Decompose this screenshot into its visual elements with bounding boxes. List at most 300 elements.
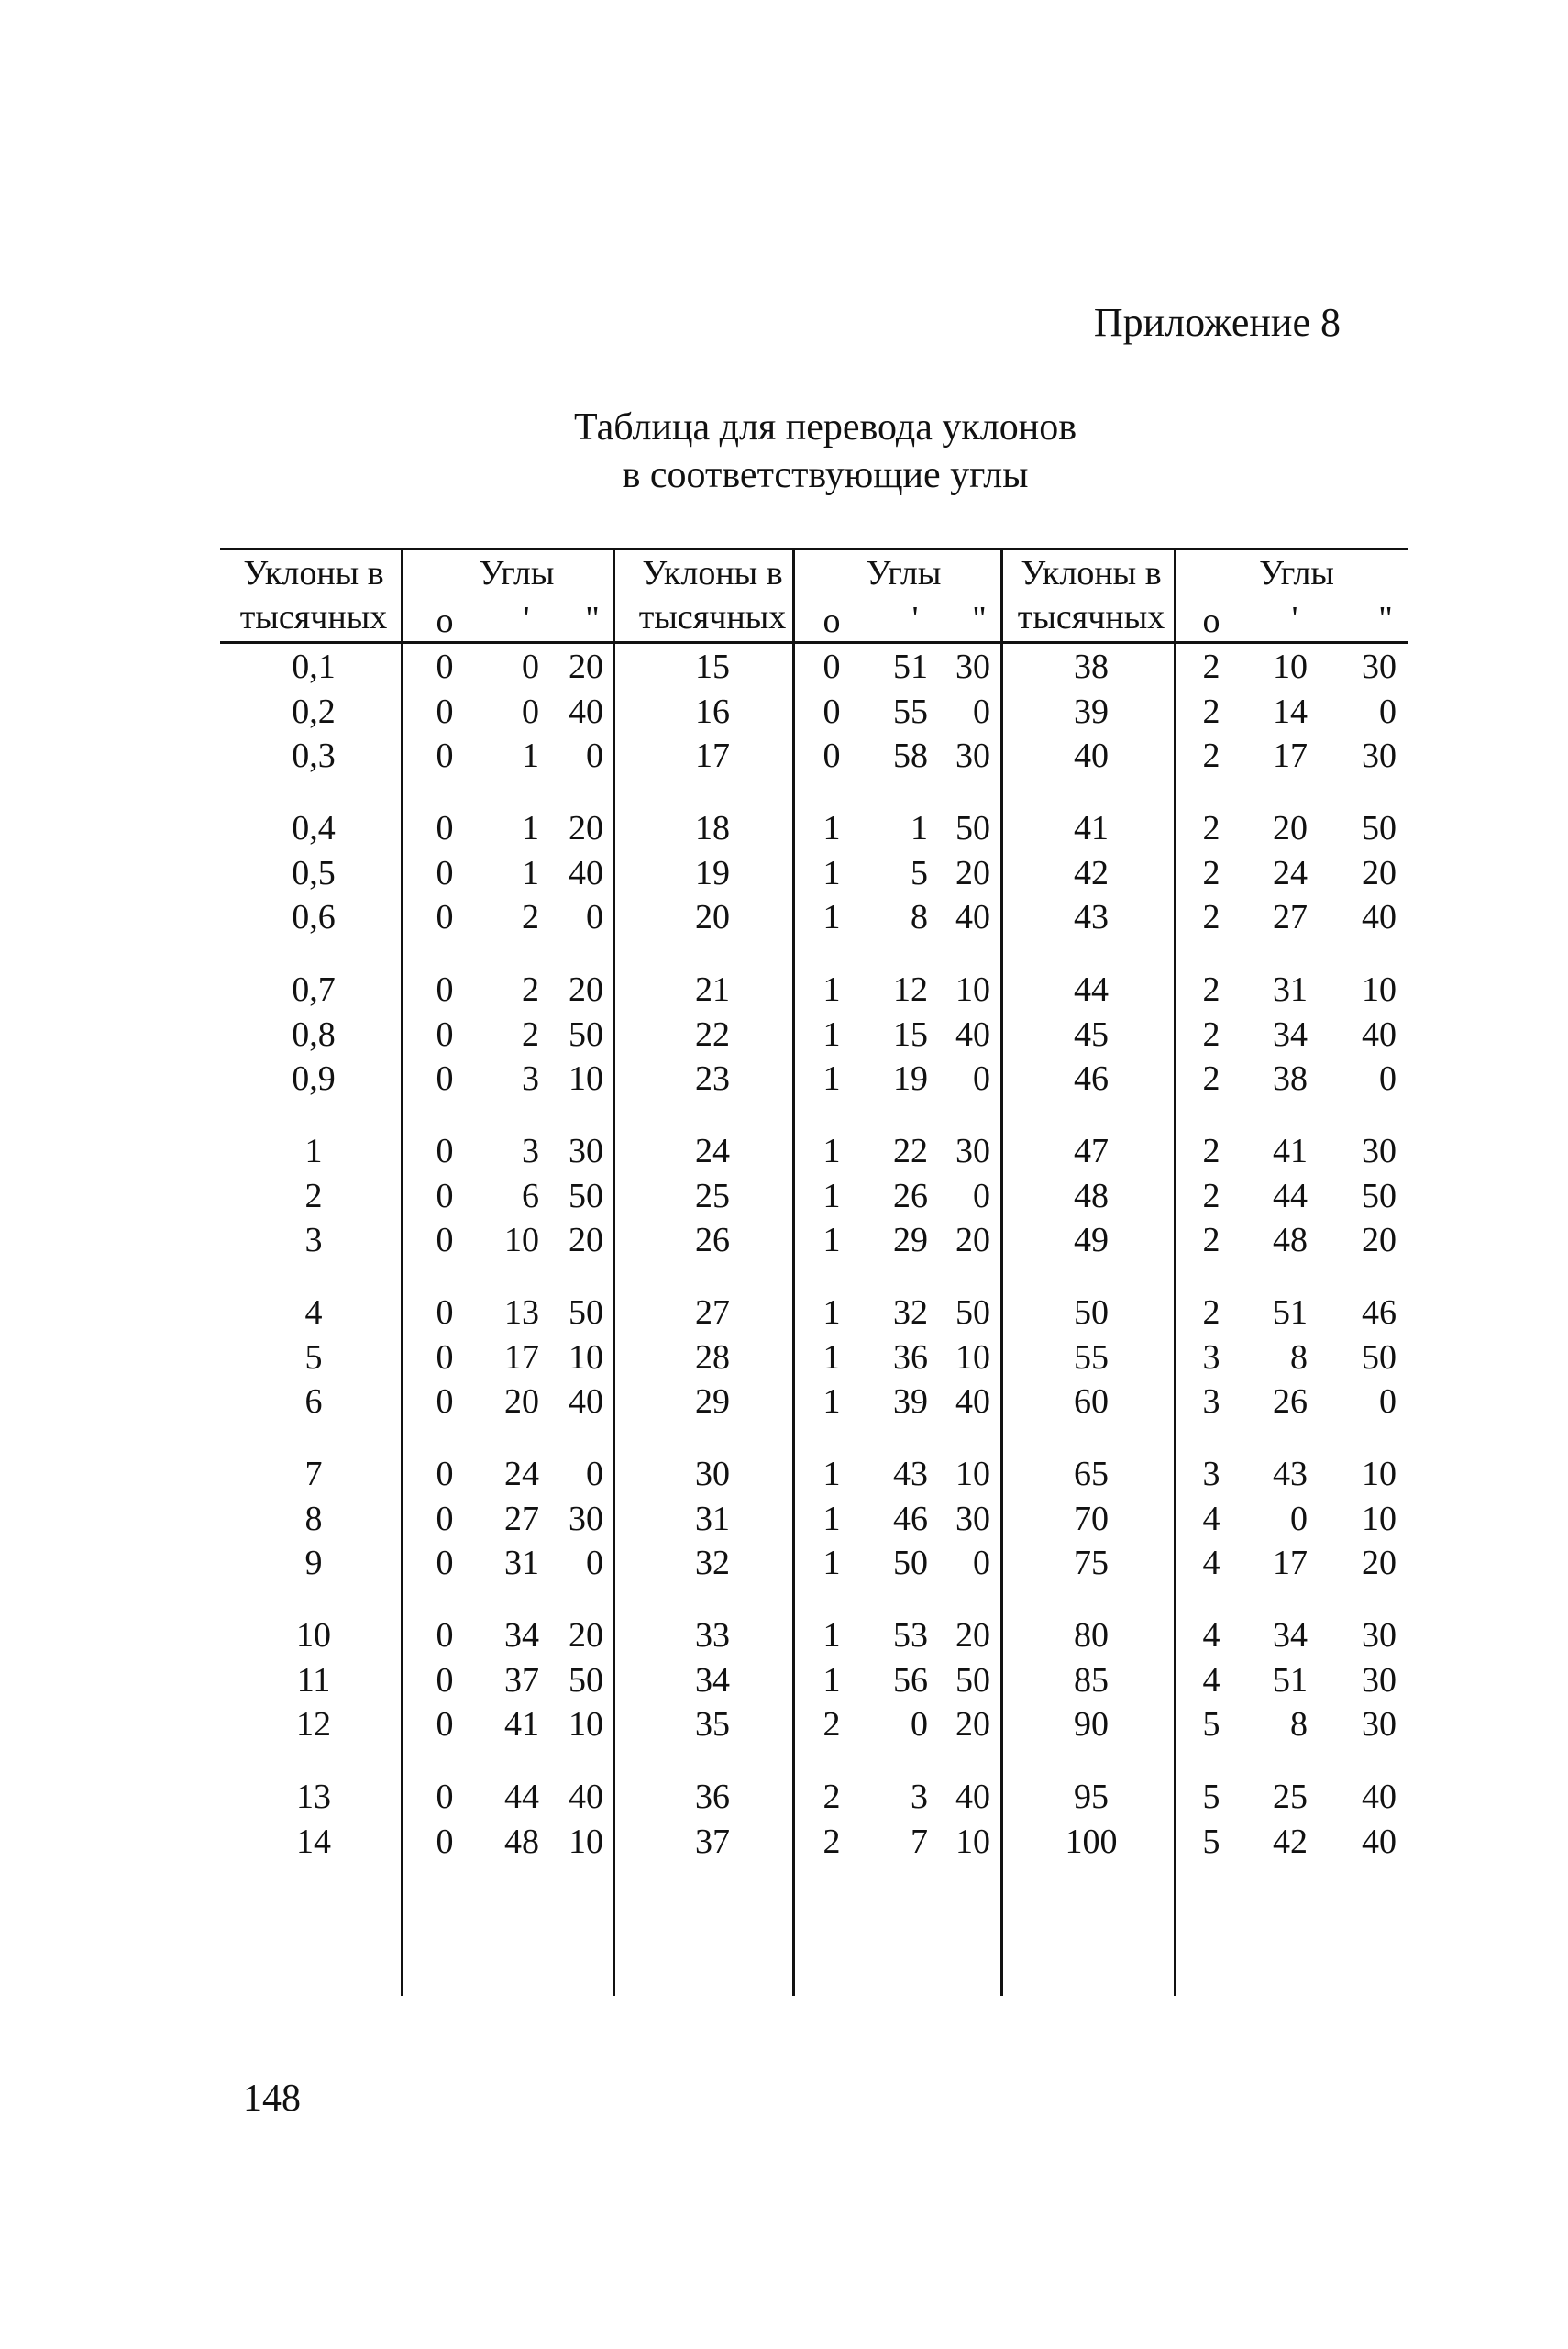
- slope-value: 50: [1074, 1293, 1109, 1332]
- angle-minutes: 8: [911, 898, 928, 936]
- angle-seconds: 0: [586, 1455, 603, 1493]
- angle-seconds: 50: [955, 1293, 990, 1332]
- slope-value: 45: [1074, 1014, 1109, 1054]
- slope-value: 0,1: [292, 648, 336, 686]
- angle-minutes: 41: [1273, 1132, 1308, 1170]
- angle-minutes: 0: [911, 1705, 928, 1744]
- appendix-label: Приложение 8: [1093, 300, 1341, 345]
- angle-degrees: 0: [436, 1337, 454, 1377]
- angle-minutes: 0: [1290, 1499, 1308, 1538]
- slope-value: 22: [695, 1014, 730, 1054]
- angle-minutes: 26: [893, 1176, 928, 1215]
- angle-minutes: 1: [522, 737, 539, 775]
- slope-value: 75: [1074, 1544, 1109, 1582]
- angle-degrees: 1: [823, 1176, 841, 1215]
- slope-value: 28: [695, 1337, 730, 1377]
- angle-minutes: 24: [1273, 853, 1308, 892]
- angle-degrees: 0: [436, 1059, 454, 1098]
- slope-value: 33: [695, 1616, 730, 1655]
- angle-degrees: 2: [823, 1778, 841, 1816]
- angle-seconds: 30: [1362, 648, 1397, 686]
- header-angles: Углы: [479, 554, 555, 593]
- angle-minutes: 51: [1273, 1660, 1308, 1700]
- angle-degrees: 4: [1202, 1544, 1220, 1582]
- angle-seconds: 0: [973, 1059, 990, 1098]
- angle-seconds: 30: [569, 1499, 603, 1538]
- angle-seconds: 20: [1362, 1221, 1397, 1259]
- angle-degrees: 1: [823, 1455, 841, 1493]
- angle-degrees: 5: [1202, 1705, 1220, 1744]
- slope-value: 65: [1074, 1455, 1109, 1493]
- angle-minutes: 17: [1273, 737, 1308, 775]
- angle-minutes: 1: [522, 853, 539, 892]
- slope-value: 90: [1074, 1705, 1109, 1744]
- header-degrees: о: [1202, 602, 1220, 640]
- angle-minutes: 31: [504, 1544, 539, 1582]
- angle-minutes: 8: [1290, 1705, 1308, 1744]
- angle-seconds: 50: [569, 1176, 603, 1215]
- slope-value: 35: [695, 1705, 730, 1744]
- angle-degrees: 0: [436, 1544, 454, 1582]
- slope-value: 43: [1074, 898, 1109, 936]
- slope-value: 5: [304, 1337, 323, 1377]
- angle-seconds: 40: [955, 898, 990, 936]
- angle-seconds: 40: [955, 1778, 990, 1816]
- slope-value: 0,9: [292, 1059, 336, 1098]
- angle-degrees: 4: [1202, 1660, 1220, 1700]
- angle-minutes: 41: [504, 1705, 539, 1744]
- angle-seconds: 40: [569, 1778, 603, 1816]
- angle-degrees: 0: [436, 898, 454, 936]
- angle-minutes: 6: [522, 1176, 539, 1215]
- angle-degrees: 0: [436, 1382, 454, 1421]
- slope-value: 0,8: [292, 1014, 336, 1054]
- slope-value: 85: [1074, 1660, 1109, 1700]
- slope-value: 15: [695, 648, 730, 686]
- table-title: [0, 404, 1568, 499]
- angle-minutes: 17: [504, 1337, 539, 1377]
- angle-minutes: 0: [522, 648, 539, 686]
- column-divider: [1174, 548, 1176, 1996]
- angle-degrees: 3: [1202, 1455, 1220, 1493]
- header-degrees: о: [823, 602, 841, 640]
- angle-seconds: 30: [1362, 737, 1397, 775]
- angle-degrees: 0: [436, 1660, 454, 1700]
- angle-seconds: 40: [955, 1014, 990, 1054]
- slope-value: 48: [1074, 1176, 1109, 1215]
- angle-seconds: 10: [569, 1705, 603, 1744]
- angle-minutes: 38: [1273, 1059, 1308, 1098]
- angle-degrees: 0: [823, 737, 841, 775]
- angle-seconds: 40: [1362, 898, 1397, 936]
- angle-seconds: 30: [955, 1132, 990, 1170]
- angle-seconds: 50: [569, 1014, 603, 1054]
- angle-seconds: 40: [1362, 1014, 1397, 1054]
- angle-degrees: 2: [1202, 1176, 1220, 1215]
- angle-seconds: 0: [1379, 692, 1397, 731]
- angle-seconds: 20: [955, 1221, 990, 1259]
- angle-degrees: 1: [823, 1337, 841, 1377]
- header-slope-line1: Уклоны в: [243, 554, 384, 593]
- angle-minutes: 50: [893, 1544, 928, 1582]
- angle-minutes: 48: [1273, 1221, 1308, 1259]
- angle-seconds: 20: [569, 1616, 603, 1655]
- angle-degrees: 2: [1202, 809, 1220, 848]
- angle-minutes: 3: [522, 1132, 539, 1170]
- angle-degrees: 4: [1202, 1499, 1220, 1538]
- slope-value: 47: [1074, 1132, 1109, 1170]
- slope-value: 13: [296, 1778, 331, 1816]
- angle-seconds: 40: [955, 1382, 990, 1421]
- slope-value: 2: [304, 1176, 323, 1215]
- angle-degrees: 0: [436, 1705, 454, 1744]
- slope-value: 9: [304, 1544, 323, 1582]
- slope-value: 39: [1074, 692, 1109, 731]
- header-slope-line2: тысячных: [239, 598, 388, 637]
- angle-seconds: 10: [955, 1337, 990, 1377]
- angle-minutes: 17: [1273, 1544, 1308, 1582]
- angle-minutes: 27: [1273, 898, 1308, 936]
- angle-seconds: 50: [955, 809, 990, 848]
- angle-degrees: 5: [1202, 1778, 1220, 1816]
- angle-degrees: 2: [1202, 648, 1220, 686]
- angle-minutes: 10: [1273, 648, 1308, 686]
- slope-value: 29: [695, 1382, 730, 1421]
- angle-minutes: 20: [1273, 809, 1308, 848]
- angle-degrees: 0: [436, 809, 454, 848]
- angle-seconds: 0: [586, 1544, 603, 1582]
- header-seconds: ": [972, 600, 987, 638]
- angle-degrees: 1: [823, 1221, 841, 1259]
- angle-minutes: 58: [893, 737, 928, 775]
- slope-value: 3: [304, 1221, 323, 1259]
- angle-degrees: 1: [823, 1014, 841, 1054]
- angle-seconds: 20: [955, 1705, 990, 1744]
- slope-value: 0,4: [292, 809, 336, 848]
- angle-degrees: 0: [436, 1778, 454, 1816]
- angle-minutes: 56: [893, 1660, 928, 1700]
- slope-value: 41: [1074, 809, 1109, 848]
- angle-seconds: 30: [1362, 1660, 1397, 1700]
- angle-minutes: 19: [893, 1059, 928, 1098]
- angle-minutes: 2: [522, 970, 539, 1009]
- slope-value: 8: [304, 1499, 323, 1538]
- slope-value: 27: [695, 1293, 730, 1332]
- header-angles: Углы: [1259, 554, 1334, 593]
- slope-value: 55: [1074, 1337, 1109, 1377]
- angle-degrees: 1: [823, 1544, 841, 1582]
- header-slope-line1: Уклоны в: [1021, 554, 1162, 593]
- slope-value: 31: [695, 1499, 730, 1538]
- slope-value: 49: [1074, 1221, 1109, 1259]
- angle-seconds: 20: [1362, 1544, 1397, 1582]
- slope-value: 36: [695, 1778, 730, 1816]
- angle-minutes: 5: [911, 853, 928, 892]
- angle-degrees: 0: [436, 1822, 454, 1861]
- angle-minutes: 25: [1273, 1778, 1308, 1816]
- angle-minutes: 51: [893, 648, 928, 686]
- slope-value: 0,5: [292, 853, 336, 892]
- title-line-1: Таблица для перевода уклонов: [573, 406, 1077, 449]
- angle-seconds: 30: [1362, 1705, 1397, 1744]
- angle-seconds: 10: [955, 1822, 990, 1861]
- angle-degrees: 0: [436, 1293, 454, 1332]
- slope-value: 19: [695, 853, 730, 892]
- angle-degrees: 2: [1202, 853, 1220, 892]
- angle-minutes: 0: [522, 692, 539, 731]
- angle-seconds: 30: [569, 1132, 603, 1170]
- slope-value: 4: [304, 1293, 323, 1332]
- angle-seconds: 20: [569, 1221, 603, 1259]
- angle-degrees: 0: [823, 648, 841, 686]
- angle-minutes: 48: [504, 1822, 539, 1861]
- angle-minutes: 43: [893, 1455, 928, 1493]
- angle-minutes: 44: [504, 1778, 539, 1816]
- slope-value: 23: [695, 1059, 730, 1098]
- angle-seconds: 0: [1379, 1059, 1397, 1098]
- angle-seconds: 30: [1362, 1616, 1397, 1655]
- angle-minutes: 37: [504, 1660, 539, 1700]
- angle-seconds: 50: [569, 1660, 603, 1700]
- angle-seconds: 20: [569, 648, 603, 686]
- angle-degrees: 2: [1202, 692, 1220, 731]
- angle-seconds: 20: [955, 1616, 990, 1655]
- angle-minutes: 42: [1273, 1822, 1308, 1861]
- angle-degrees: 2: [823, 1705, 841, 1744]
- header-minutes: ': [1291, 600, 1298, 638]
- angle-minutes: 7: [911, 1822, 928, 1861]
- slope-value: 32: [695, 1544, 730, 1582]
- slope-value: 26: [695, 1221, 730, 1259]
- angle-minutes: 44: [1273, 1176, 1308, 1215]
- slope-value: 1: [304, 1132, 323, 1170]
- slope-value: 95: [1074, 1778, 1109, 1816]
- angle-degrees: 1: [823, 1660, 841, 1700]
- slope-value: 42: [1074, 853, 1109, 892]
- slope-value: 24: [695, 1132, 730, 1170]
- angle-degrees: 0: [436, 970, 454, 1009]
- slope-value: 0,3: [292, 737, 336, 775]
- angle-degrees: 3: [1202, 1337, 1220, 1377]
- angle-degrees: 1: [823, 1382, 841, 1421]
- slope-value: 0,7: [292, 970, 336, 1009]
- slope-value: 20: [695, 898, 730, 936]
- angle-seconds: 40: [569, 853, 603, 892]
- angle-minutes: 53: [893, 1616, 928, 1655]
- angle-minutes: 39: [893, 1382, 928, 1421]
- angle-minutes: 14: [1273, 692, 1308, 731]
- slope-value: 0,2: [292, 692, 336, 731]
- angle-degrees: 0: [436, 692, 454, 731]
- angle-seconds: 50: [1362, 809, 1397, 848]
- slope-value: 17: [695, 737, 730, 775]
- angle-seconds: 10: [955, 1455, 990, 1493]
- angle-seconds: 20: [569, 970, 603, 1009]
- slope-value: 18: [695, 809, 730, 848]
- table-top-rule: [220, 548, 1408, 550]
- angle-degrees: 1: [823, 853, 841, 892]
- angle-seconds: 30: [955, 737, 990, 775]
- angle-degrees: 2: [1202, 898, 1220, 936]
- angle-degrees: 2: [1202, 1221, 1220, 1259]
- angle-minutes: 22: [893, 1132, 928, 1170]
- angle-degrees: 4: [1202, 1616, 1220, 1655]
- angle-degrees: 0: [436, 1221, 454, 1259]
- angle-minutes: 13: [504, 1293, 539, 1332]
- angle-seconds: 0: [973, 1176, 990, 1215]
- angle-seconds: 0: [973, 692, 990, 731]
- page-number: 148: [243, 2078, 301, 2120]
- angle-minutes: 26: [1273, 1382, 1308, 1421]
- slope-value: 60: [1074, 1382, 1109, 1421]
- angle-degrees: 1: [823, 970, 841, 1009]
- angle-minutes: 24: [504, 1455, 539, 1493]
- angle-seconds: 40: [569, 1382, 603, 1421]
- angle-minutes: 2: [522, 898, 539, 936]
- angle-seconds: 40: [1362, 1778, 1397, 1816]
- angle-minutes: 36: [893, 1337, 928, 1377]
- angle-seconds: 30: [955, 648, 990, 686]
- angle-seconds: 10: [569, 1822, 603, 1861]
- slope-value: 12: [296, 1705, 331, 1744]
- angle-seconds: 20: [1362, 853, 1397, 892]
- slope-value: 44: [1074, 970, 1109, 1009]
- angle-seconds: 10: [569, 1337, 603, 1377]
- column-divider: [1000, 548, 1003, 1996]
- angle-seconds: 0: [1379, 1382, 1397, 1421]
- angle-degrees: 1: [823, 1132, 841, 1170]
- angle-degrees: 1: [823, 1293, 841, 1332]
- angle-minutes: 55: [893, 692, 928, 731]
- slope-value: 11: [296, 1660, 331, 1700]
- angle-degrees: 2: [1202, 1059, 1220, 1098]
- slope-value: 14: [296, 1822, 331, 1861]
- slope-value: 80: [1074, 1616, 1109, 1655]
- angle-seconds: 10: [1362, 970, 1397, 1009]
- header-degrees: о: [436, 602, 454, 640]
- slope-value: 40: [1074, 737, 1109, 775]
- angle-degrees: 2: [823, 1822, 841, 1861]
- header-minutes: ': [523, 600, 530, 638]
- angle-degrees: 1: [823, 1059, 841, 1098]
- angle-degrees: 5: [1202, 1822, 1220, 1861]
- angle-minutes: 43: [1273, 1455, 1308, 1493]
- angle-seconds: 0: [586, 898, 603, 936]
- angle-minutes: 27: [504, 1499, 539, 1538]
- angle-minutes: 31: [1273, 970, 1308, 1009]
- angle-degrees: 0: [436, 853, 454, 892]
- angle-degrees: 1: [823, 809, 841, 848]
- header-slope-line1: Уклоны в: [642, 554, 783, 593]
- angle-degrees: 0: [436, 648, 454, 686]
- header-slope-line2: тысячных: [1017, 598, 1165, 637]
- slope-value: 7: [304, 1455, 323, 1493]
- angle-minutes: 20: [504, 1382, 539, 1421]
- slope-value: 10: [296, 1616, 331, 1655]
- angle-minutes: 1: [911, 809, 928, 848]
- angle-seconds: 10: [1362, 1499, 1397, 1538]
- column-divider: [613, 548, 615, 1996]
- angle-seconds: 40: [569, 692, 603, 731]
- slope-value: 21: [695, 970, 730, 1009]
- angle-seconds: 50: [1362, 1337, 1397, 1377]
- angle-degrees: 0: [823, 692, 841, 731]
- angle-minutes: 34: [1273, 1014, 1308, 1054]
- angle-seconds: 50: [569, 1293, 603, 1332]
- angle-degrees: 0: [436, 1176, 454, 1215]
- angle-degrees: 2: [1202, 1132, 1220, 1170]
- angle-degrees: 0: [436, 1014, 454, 1054]
- angle-minutes: 1: [522, 809, 539, 848]
- slope-value: 30: [695, 1455, 730, 1493]
- slope-angle-table: [220, 548, 1408, 1996]
- slope-value: 37: [695, 1822, 730, 1861]
- title-line-2: в соответствующие углы: [622, 454, 1029, 496]
- angle-minutes: 12: [893, 970, 928, 1009]
- angle-minutes: 8: [1290, 1337, 1308, 1377]
- angle-seconds: 10: [569, 1059, 603, 1098]
- angle-seconds: 20: [955, 853, 990, 892]
- angle-seconds: 46: [1362, 1293, 1397, 1332]
- slope-value: 6: [304, 1382, 323, 1421]
- angle-minutes: 51: [1273, 1293, 1308, 1332]
- angle-minutes: 46: [893, 1499, 928, 1538]
- angle-degrees: 1: [823, 1499, 841, 1538]
- angle-degrees: 2: [1202, 1293, 1220, 1332]
- slope-value: 46: [1074, 1059, 1109, 1098]
- angle-seconds: 30: [1362, 1132, 1397, 1170]
- angle-degrees: 2: [1202, 1014, 1220, 1054]
- angle-seconds: 40: [1362, 1822, 1397, 1861]
- angle-minutes: 32: [893, 1293, 928, 1332]
- header-slope-line2: тысячных: [638, 598, 787, 637]
- slope-value: 25: [695, 1176, 730, 1215]
- slope-value: 100: [1065, 1822, 1118, 1861]
- slope-value: 70: [1074, 1499, 1109, 1538]
- angle-seconds: 10: [955, 970, 990, 1009]
- angle-minutes: 3: [911, 1778, 928, 1816]
- angle-degrees: 1: [823, 898, 841, 936]
- angle-degrees: 0: [436, 1455, 454, 1493]
- slope-value: 38: [1074, 648, 1109, 686]
- angle-minutes: 15: [893, 1014, 928, 1054]
- angle-minutes: 29: [893, 1221, 928, 1259]
- slope-value: 0,6: [292, 898, 336, 936]
- angle-minutes: 34: [1273, 1616, 1308, 1655]
- angle-minutes: 10: [504, 1221, 539, 1259]
- angle-degrees: 2: [1202, 970, 1220, 1009]
- angle-minutes: 34: [504, 1616, 539, 1655]
- header-seconds: ": [585, 600, 600, 638]
- header-seconds: ": [1378, 600, 1393, 638]
- angle-degrees: 0: [436, 737, 454, 775]
- angle-seconds: 30: [955, 1499, 990, 1538]
- table-header-rule: [220, 641, 1408, 644]
- column-divider: [401, 548, 403, 1996]
- angle-degrees: 1: [823, 1616, 841, 1655]
- angle-seconds: 50: [955, 1660, 990, 1700]
- angle-seconds: 0: [973, 1544, 990, 1582]
- angle-degrees: 3: [1202, 1382, 1220, 1421]
- angle-seconds: 0: [586, 737, 603, 775]
- angle-degrees: 0: [436, 1616, 454, 1655]
- angle-degrees: 0: [436, 1499, 454, 1538]
- column-divider: [792, 548, 795, 1996]
- angle-seconds: 10: [1362, 1455, 1397, 1493]
- angle-degrees: 0: [436, 1132, 454, 1170]
- slope-value: 16: [695, 692, 730, 731]
- header-minutes: ': [911, 600, 919, 638]
